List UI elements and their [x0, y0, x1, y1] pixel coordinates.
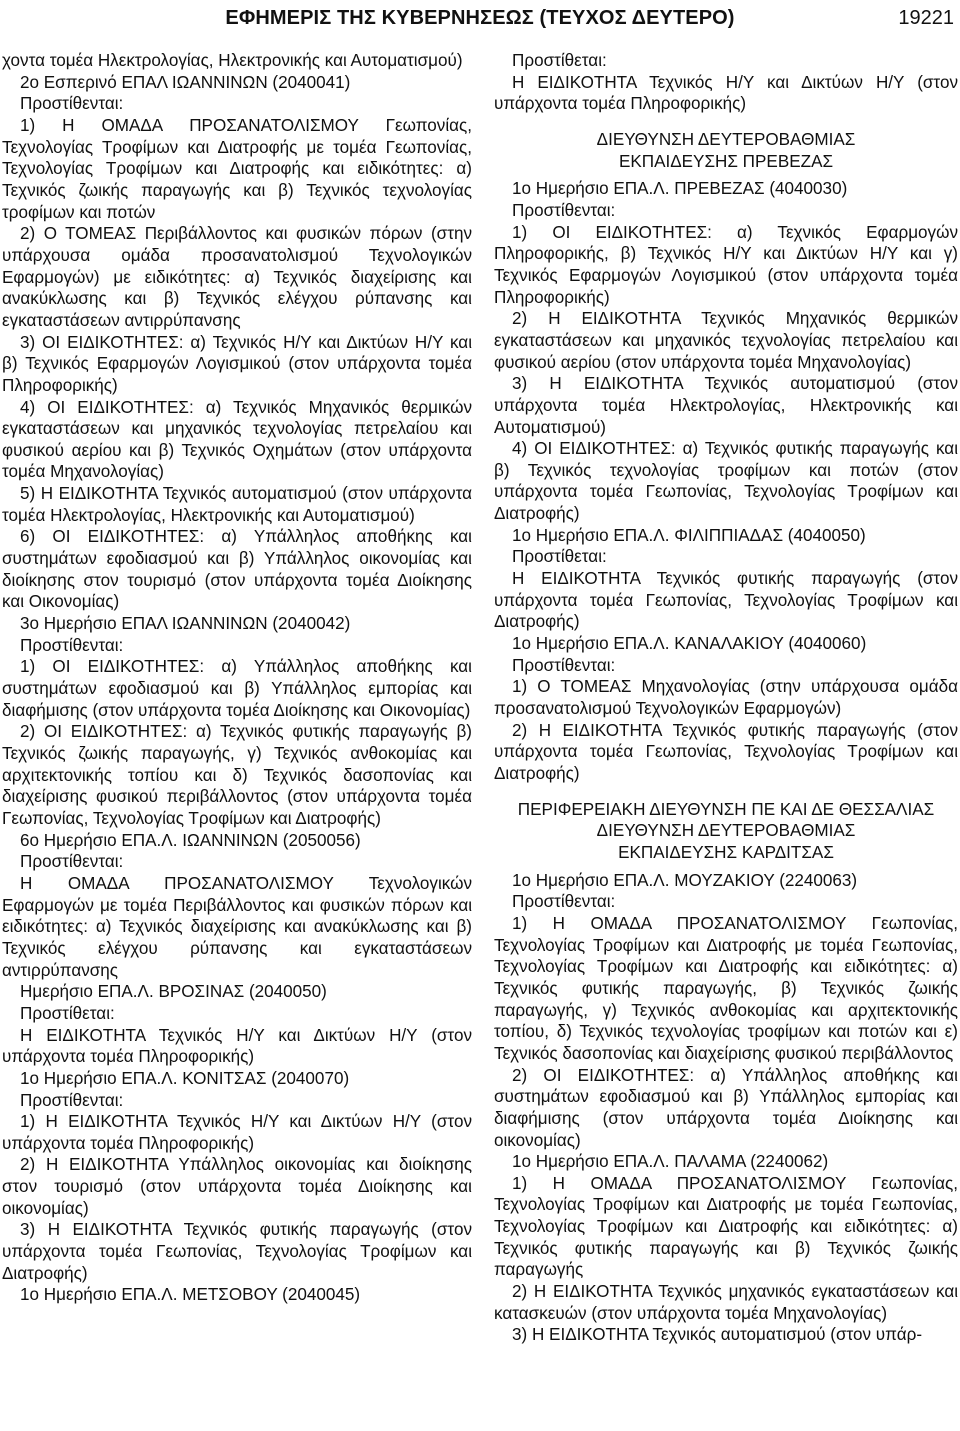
left-column-paragraph: 3) Η ΕΙΔΙΚΟΤΗΤΑ Τεχνικός φυτικής παραγωγής (στον υπάρχοντα τομέα Γεωπονίας, Τεχνολογίας Τροφίμων και Διατροφής): [2, 1220, 472, 1283]
right-column-paragraph: 2) Η ΕΙΔΙΚΟΤΗΤΑ Τεχνικός μηχανικός εγκαταστάσεων και κατασκευών (στον υπάρχοντα τομέα Μηχανολογίας): [494, 1282, 958, 1323]
right-column-paragraph: 1ο Ημερήσιο ΕΠΑ.Λ. ΚΑΝΑΛΑΚΙΟΥ (4040060): [512, 634, 867, 654]
right-column-paragraph: 2) Η ΕΙΔΙΚΟΤΗΤΑ Τεχνικός φυτικής παραγωγής (στον υπάρχοντα τομέα Γεωπονίας, Τεχνολογίας Τροφίμων και Διατροφής): [494, 720, 958, 783]
left-column-paragraph: 2) ΟΙ ΕΙΔΙΚΟΤΗΤΕΣ: α) Τεχνικός φυτικής παραγωγής β) Τεχνικός ζωικής παραγωγής, γ) Τεχνικός ανθοκομίας και αρχιτεκτονικής τοπίου και δ) Τεχνικός δασοπονίας και διαχείρισης φυσικού περιβάλλοντος (στον υπάρχοντα τομέα Γεωπονίας, Τεχνολογίας Τροφίμων και Διατροφής): [2, 722, 472, 828]
right-column-paragraph: 1) ΟΙ ΕΙΔΙΚΟΤΗΤΕΣ: α) Τεχνικός Εφαρμογών Πληροφορικής, β) Τεχνικός Η/Υ και Δικτύων Η/Υ και γ) Τεχνικός Εφαρμογών Λογισμικού (στον υπάρχοντα τομέα Πληροφορικής): [494, 222, 958, 307]
left-column-paragraph: 3) ΟΙ ΕΙΔΙΚΟΤΗΤΕΣ: α) Τεχνικός Η/Υ και Δικτύων Η/Υ και β) Τεχνικός Εφαρμογών Λογισμικού (στον υπάρχοντα τομέα Πληροφορικής): [2, 332, 472, 395]
left-column-paragraph: Ημερήσιο ΕΠΑ.Λ. ΒΡΟΣΙΝΑΣ (2040050): [20, 982, 327, 1002]
right-column-paragraph: 3) Η ΕΙΔΙΚΟΤΗΤΑ Τεχνικός αυτοματισμού (στον υπάρ-: [512, 1325, 923, 1345]
right-column-paragraph: 1ο Ημερήσιο ΕΠΑ.Λ. ΠΑΛΑΜΑ (2240062): [512, 1152, 829, 1172]
right-column-paragraph: Η ΕΙΔΙΚΟΤΗΤΑ Τεχνικός Η/Υ και Δικτύων Η/Υ (στον υπάρχοντα τομέα Πληροφορικής): [494, 72, 958, 114]
left-column-paragraph: Προστίθενται:: [20, 94, 124, 114]
left-column-paragraph: Προστίθενται:: [20, 1090, 124, 1110]
right-column-paragraph: 1ο Ημερήσιο ΕΠΑ.Λ. ΜΟΥΖΑΚΙΟΥ (2240063): [512, 870, 858, 890]
left-column-paragraph: 1) Η ΕΙΔΙΚΟΤΗΤΑ Τεχνικός Η/Υ και Δικτύων Η/Υ (στον υπάρχοντα τομέα Πληροφορικής): [2, 1112, 472, 1153]
left-column-paragraph: 6) ΟΙ ΕΙΔΙΚΟΤΗΤΕΣ: α) Υπάλληλος αποθήκης και συστημάτων εφοδιασμού και β) Υπάλληλος οικονομίας και διοίκησης στον τουρισμό (στον υπάρχοντα τομέα Διοίκησης και Οικονομίας): [2, 527, 472, 612]
right-column-paragraph: Προστίθεται:: [512, 547, 607, 567]
right-column-paragraph: ΕΚΠΑΙΔΕΥΣΗΣ ΚΑΡΔΙΤΣΑΣ: [618, 842, 834, 862]
right-column-paragraph: 1) Η ΟΜΑΔΑ ΠΡΟΣΑΝΑΤΟΛΙΣΜΟΥ Γεωπονίας, Τεχνολογίας Τροφίμων και Διατροφής με τομέα Γεωπονίας, Τεχνολογίας Τροφίμων και Διατροφής και ειδικότητες: α) Τεχνικός φυτικής παραγωγής, β) Τεχνικός ζωικής παραγωγής, γ) Τεχνικός ανθοκομίας και αρχιτεκτονικής τοπίου, δ) Τεχνικός τεχνολογίας τροφίμων και ποτών και ε) Τεχνικός δασοπονίας και διαχείρισης φυσικού περιβάλλοντος: [494, 913, 958, 1063]
left-column-paragraph: 1) Η ΟΜΑΔΑ ΠΡΟΣΑΝΑΤΟΛΙΣΜΟΥ Γεωπονίας, Τεχνολογίας Τροφίμων και Διατροφής με τομέα Γεωπονίας, Τεχνολογίας Τροφίμων και Διατροφής και ειδικότητες: α) Τεχνικός ζωικής παραγωγής και β) Τεχνικός τεχνολογίας τροφίμων και ποτών: [2, 115, 472, 222]
page-header: [0, 0, 960, 38]
left-column-paragraph: 3ο Ημερήσιο ΕΠΑΛ ΙΩΑΝΝΙΝΩΝ (2040042): [20, 614, 351, 634]
right-column-paragraph: 3) Η ΕΙΔΙΚΟΤΗΤΑ Τεχνικός αυτοματισμού (στον υπάρχοντα τομέα Ηλεκτρολογίας, Ηλεκτρονικής και Αυτοματισμού): [494, 374, 958, 437]
right-column-paragraph: 1ο Ημερήσιο ΕΠΑ.Λ. ΠΡΕΒΕΖΑΣ (4040030): [512, 179, 848, 199]
right-column-paragraph: Η ΕΙΔΙΚΟΤΗΤΑ Τεχνικός φυτικής παραγωγής (στον υπάρχοντα τομέα Γεωπονίας, Τεχνολογίας Τροφίμων και Διατροφής): [494, 569, 958, 632]
right-column: [494, 50, 958, 1346]
right-column-paragraph: 1ο Ημερήσιο ΕΠΑ.Λ. ΦΙΛΙΠΠΙΑΔΑΣ (4040050): [512, 525, 866, 545]
right-column-paragraph: 4) ΟΙ ΕΙΔΙΚΟΤΗΤΕΣ: α) Τεχνικός φυτικής παραγωγής και β) Τεχνικός τεχνολογίας τροφίμων και ποτών (στον υπάρχοντα τομέα Γεωπονίας, Τεχνολογίας Τροφίμων και Διατροφής): [494, 439, 958, 524]
left-column-paragraph: 2ο Εσπερινό ΕΠΑΛ ΙΩΑΝΝΙΝΩΝ (2040041): [20, 72, 351, 92]
right-column-paragraph: 1) Ο ΤΟΜΕΑΣ Μηχανολογίας (στην υπάρχουσα ομάδα προσανατολισμού Τεχνολογικών Εφαρμογών): [494, 677, 958, 719]
page-number: 19221: [898, 7, 954, 29]
left-column-paragraph: Η ΟΜΑΔΑ ΠΡΟΣΑΝΑΤΟΛΙΣΜΟΥ Τεχνολογικών Εφαρμογών με τομέα Περιβάλλοντος και φυσικών πόρων και ειδικότητες: α) Τεχνικός διαχείρισης και ανακύκλωσης και β) Τεχνικός ελέγχου ρύπανσης και εγκαταστάσεων αντιρρύπανσης: [2, 873, 472, 980]
left-column-paragraph: 6ο Ημερήσιο ΕΠΑ.Λ. ΙΩΑΝΝΙΝΩΝ (2050056): [20, 830, 361, 850]
left-column-paragraph: 2) Ο ΤΟΜΕΑΣ Περιβάλλοντος και φυσικών πόρων (στην υπάρχουσα ομάδα προσανατολισμού Τεχνολογικών Εφαρμογών) με ειδικότητες: α) Τεχνικός διαχείρισης και ανακύκλωσης και β) Τεχνικός ελέγχου ρύπανσης και εγκαταστάσεων αντιρρύπανσης: [2, 224, 472, 330]
right-column-paragraph: ΕΚΠΑΙΔΕΥΣΗΣ ΠΡΕΒΕΖΑΣ: [618, 151, 834, 171]
right-column-paragraph: 2) ΟΙ ΕΙΔΙΚΟΤΗΤΕΣ: α) Υπάλληλος αποθήκης και συστημάτων εφοδιασμού και β) Υπάλληλος εμπορίας και διαφήμισης (στον υπάρχοντα τομέα Διοίκησης και οικονομίας): [494, 1065, 958, 1150]
left-column-paragraph: 1) ΟΙ ΕΙΔΙΚΟΤΗΤΕΣ: α) Υπάλληλος αποθήκης και συστημάτων εφοδιασμού και β) Υπάλληλος εμπορίας και διαφήμισης (στον υπάρχοντα τομέα Διοίκησης και Οικονομίας): [2, 657, 472, 720]
right-column-paragraph: Προστίθενται:: [512, 200, 616, 220]
right-column-paragraph: ΠΕΡΙΦΕΡΕΙΑΚΗ ΔΙΕΥΘΥΝΣΗ ΠΕ ΚΑΙ ΔΕ ΘΕΣΣΑΛΙΑΣ: [517, 799, 935, 819]
right-column-paragraph: 2) Η ΕΙΔΙΚΟΤΗΤΑ Τεχνικός Μηχανικός θερμικών εγκαταστάσεων και μηχανικός τεχνολογίας πετρελαίου και φυσικού αερίου (στον υπάρχοντα τομέα Μηχανολογίας): [494, 309, 958, 372]
left-column-paragraph: Προστίθενται:: [20, 635, 124, 655]
right-column-paragraph: ΔΙΕΥΘΥΝΣΗ ΔΕΥΤΕΡΟΒΑΘΜΙΑΣ: [596, 821, 856, 841]
left-column-paragraph: 1ο Ημερήσιο ΕΠΑ.Λ. ΜΕΤΣΟΒΟΥ (2040045): [20, 1285, 361, 1305]
left-column-paragraph: 2) Η ΕΙΔΙΚΟΤΗΤΑ Υπάλληλος οικονομίας και διοίκησης στον τουρισμό (στον υπάρχοντα τομέα Διοίκησης και οικονομίας): [2, 1155, 472, 1218]
left-column-paragraph: 4) ΟΙ ΕΙΔΙΚΟΤΗΤΕΣ: α) Τεχνικός Μηχανικός θερμικών εγκαταστάσεων και μηχανικός τεχνολογίας πετρελαίου και φυσικού αερίου και β) Τεχνικός Οχημάτων (στον υπάρχοντα τομέα Μηχανολογίας): [2, 397, 472, 482]
right-column-paragraph: 1) Η ΟΜΑΔΑ ΠΡΟΣΑΝΑΤΟΛΙΣΜΟΥ Γεωπονίας, Τεχνολογίας Τροφίμων και Διατροφής με τομέα Γεωπονίας, Τεχνολογίας Τροφίμων και Διατροφής και ειδικότητες: α) Τεχνικός φυτικής παραγωγής και β) Τεχνικός ζωικής παραγωγής: [494, 1173, 958, 1280]
gazette-title: ΕΦΗΜΕΡΙΣ ΤΗΣ ΚΥΒΕΡΝΗΣΕΩΣ (ΤΕΥΧΟΣ ΔΕΥΤΕΡΟ): [225, 7, 735, 29]
left-column-paragraph: Η ΕΙΔΙΚΟΤΗΤΑ Τεχνικός Η/Υ και Δικτύων Η/Υ (στον υπάρχοντα τομέα Πληροφορικής): [2, 1025, 472, 1067]
left-column-paragraph: 5) Η ΕΙΔΙΚΟΤΗΤΑ Τεχνικός αυτοματισμού (στον υπάρχοντα τομέα Ηλεκτρολογίας, Ηλεκτρονικής και Αυτοματισμού): [2, 484, 472, 525]
left-column-paragraph: Προστίθεται:: [20, 1003, 115, 1023]
left-column-paragraph: 1ο Ημερήσιο ΕΠΑ.Λ. ΚΟΝΙΤΣΑΣ (2040070): [20, 1068, 350, 1088]
right-column-paragraph: ΔΙΕΥΘΥΝΣΗ ΔΕΥΤΕΡΟΒΑΘΜΙΑΣ: [596, 129, 856, 149]
left-column: [2, 50, 472, 1306]
right-column-paragraph: Προστίθεται:: [512, 51, 607, 70]
left-column-paragraph: Προστίθενται:: [20, 852, 124, 872]
right-column-paragraph: Προστίθενται:: [512, 892, 616, 912]
right-column-paragraph: Προστίθενται:: [512, 655, 616, 675]
left-column-paragraph: χοντα τομέα Ηλεκτρολογίας, Ηλεκτρονικής και Αυτοματισμού): [2, 51, 463, 70]
